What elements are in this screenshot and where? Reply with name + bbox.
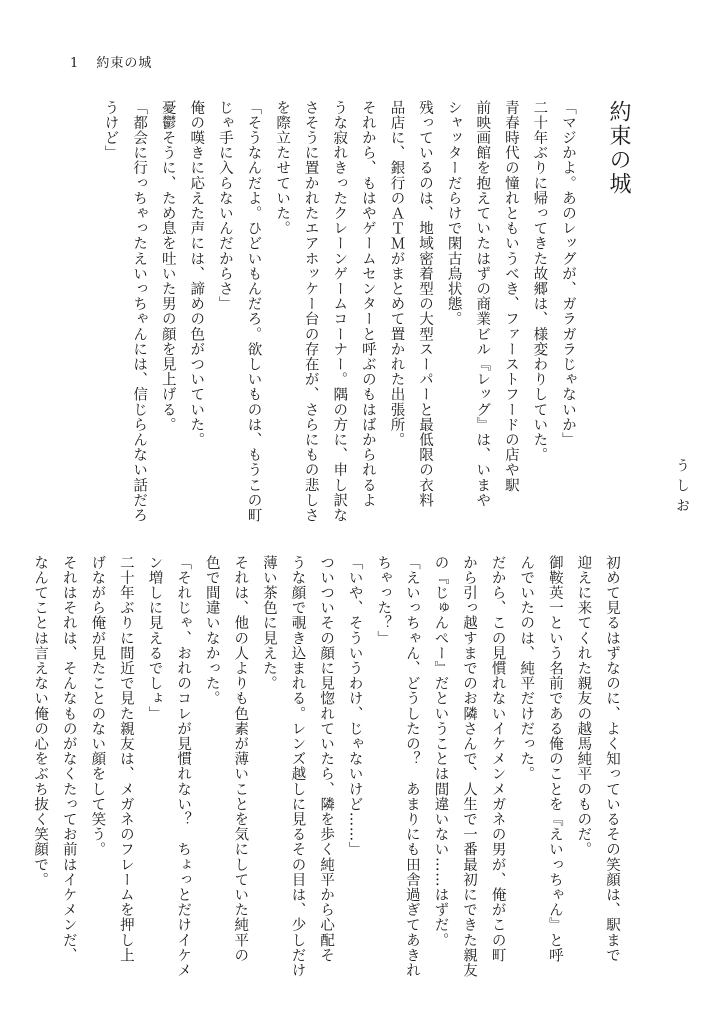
text-line: うけど」 [102,100,119,161]
text-line: 「都会に行っちゃったえいっちゃんには、信じらんない話だろ [131,100,148,523]
text-line: 憂鬱そうに、ため息を吐いた男の顔を見上げる。 [159,100,176,433]
text-line: げながら俺が見たことのない顔をして笑う。 [89,555,106,857]
text-line: の『じゅんぺー』だということは間違いない……はずだ。 [432,555,449,948]
text-line: を際立たせていた。 [274,100,291,236]
text-line: 色で間違いなかった。 [203,555,220,706]
text-line: から引っ越すまでのお隣さんで、人生で一番最初にできた親友 [461,555,478,978]
text-line: うな寂れきったクレーンゲームコーナー。隅の方に、申し訳な [331,100,348,523]
story-author: うしお [674,458,690,518]
running-head [70,52,152,71]
text-line: なんてことは言えない俺の心をぶち抜く笑顔で。 [32,555,49,888]
text-line: それはそれは、そんなものがなくたってお前はイケメンだ、 [60,555,77,963]
text-line: 「えいっちゃん、どうしたの？ あまりにも田舎過ぎてあきれ [403,555,420,978]
text-line: 二十年ぶりに間近で見た親友は、メガネのフレームを押し上 [117,555,134,963]
text-line: うな顔で覗き込まれる。レンズ越しに見るその目は、少しだけ [289,555,306,978]
text-line: さそうに置かれたエアホッケー台の存在が、さらにもの悲しさ [302,100,319,523]
text-line: 「そうなんだよ。ひどいもんだろ。欲しいものは、もうこの町 [245,100,262,523]
text-line: 御鞍英一という名前である俺のことを『えいっちゃん』と呼 [546,555,563,963]
text-line: 前映画館を抱えていたはずの商業ビル『レッグ』は、いまや [474,100,491,508]
text-line: 品店に、銀行のＡＴＭがまとめて置かれた出張所。 [388,100,405,448]
text-line: 残っているのは、地域密着型の大型スーパーと最低限の衣料 [417,100,434,508]
text-line: んでいたのは、純平だけだった。 [518,555,535,782]
page-number: 1 [70,56,80,71]
text-line: 迎えに来てくれた親友の越馬純平のものだ。 [575,555,592,857]
text-line: じゃ手に入らないんだからさ」 [216,100,233,312]
text-line: シャッターだらけで閑古鳥状態。 [445,100,462,327]
text-line: ついついその顔に見惚れていたら、隣を歩く純平から心配そ [318,555,335,963]
text-line: 薄い茶色に見えた。 [260,555,277,691]
running-title: 約束の城 [96,56,153,71]
text-line: ン増しに見えるでしょ」 [146,555,163,722]
title-block [592,100,642,500]
text-line: それは、他の人よりも色素が薄いことを気にしていた純平の [232,555,249,963]
text-line: 二十年ぶりに帰ってきた故郷は、様変わりしていた。 [531,100,548,463]
text-line: だから、この見慣れないイケメンメガネの男が、俺がこの町 [489,555,506,963]
text-line: 「マジかよ。あのレッグが、ガラガラじゃないか」 [560,100,576,448]
text-line: 「それじゃ、おれのコレが見慣れない？ ちょっとだけイケメ [175,555,192,978]
text-line: 青春時代の憧れともいうべき、ファーストフードの店や駅 [502,100,519,493]
text-line: ちゃった？」 [375,555,392,646]
text-line: 俺の嘆きに応えた声には、諦めの色がついていた。 [188,100,205,448]
text-line: 初めて見るはずなのに、よく知っているその笑顔は、駅まで [604,555,620,963]
story-title: 約束の城 [606,100,631,196]
upper-text-block [82,100,582,523]
lower-text-block [32,555,626,978]
text-line: 「いや、そういうわけ、じゃないけど……」 [346,555,363,857]
text-line: それから、もはやゲームセンターと呼ぶのもはばかられるよ [359,100,376,508]
